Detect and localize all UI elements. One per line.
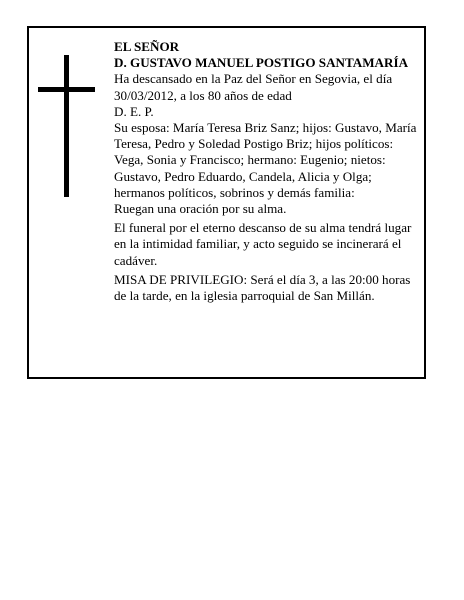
cross-horizontal-bar (38, 87, 95, 92)
title-line: EL SEÑOR (114, 39, 180, 54)
mass-info: MISA DE PRIVILEGIO: Será el día 3, a las 20:00 horas de la tarde, en la iglesia parroquial de San Millán. (114, 271, 411, 304)
prayer-request: Ruegan una oración por su alma. (114, 201, 287, 217)
obituary-text (114, 39, 419, 304)
death-statement: Ha descansado en la Paz del Señor en Segovia, el día 30/03/2012, a los 80 años de edad (114, 71, 393, 103)
cross-vertical-bar (64, 55, 69, 197)
deceased-name: D. GUSTAVO MANUEL POSTIGO SANTAMARÍA (114, 55, 409, 71)
family-list: Su esposa: María Teresa Briz Sanz; hijos: Gustavo, María Teresa, Pedro y Soledad Postigo Briz; hijos políticos: Vega, Sonia y Francisco; hermano: Eugenio; nietos: Gustavo, Pedro Eduardo, Candela, Alicia y Olga; hermanos políticos, sobrinos y demás familia: (114, 120, 417, 200)
latin-cross-icon (38, 55, 95, 197)
funeral-info: El funeral por el eterno descanso de su alma tendrá lugar en la intimidad familiar, y acto seguido se incinerará el cadáver. (114, 220, 412, 268)
rip-line: D. E. P. (114, 103, 154, 119)
